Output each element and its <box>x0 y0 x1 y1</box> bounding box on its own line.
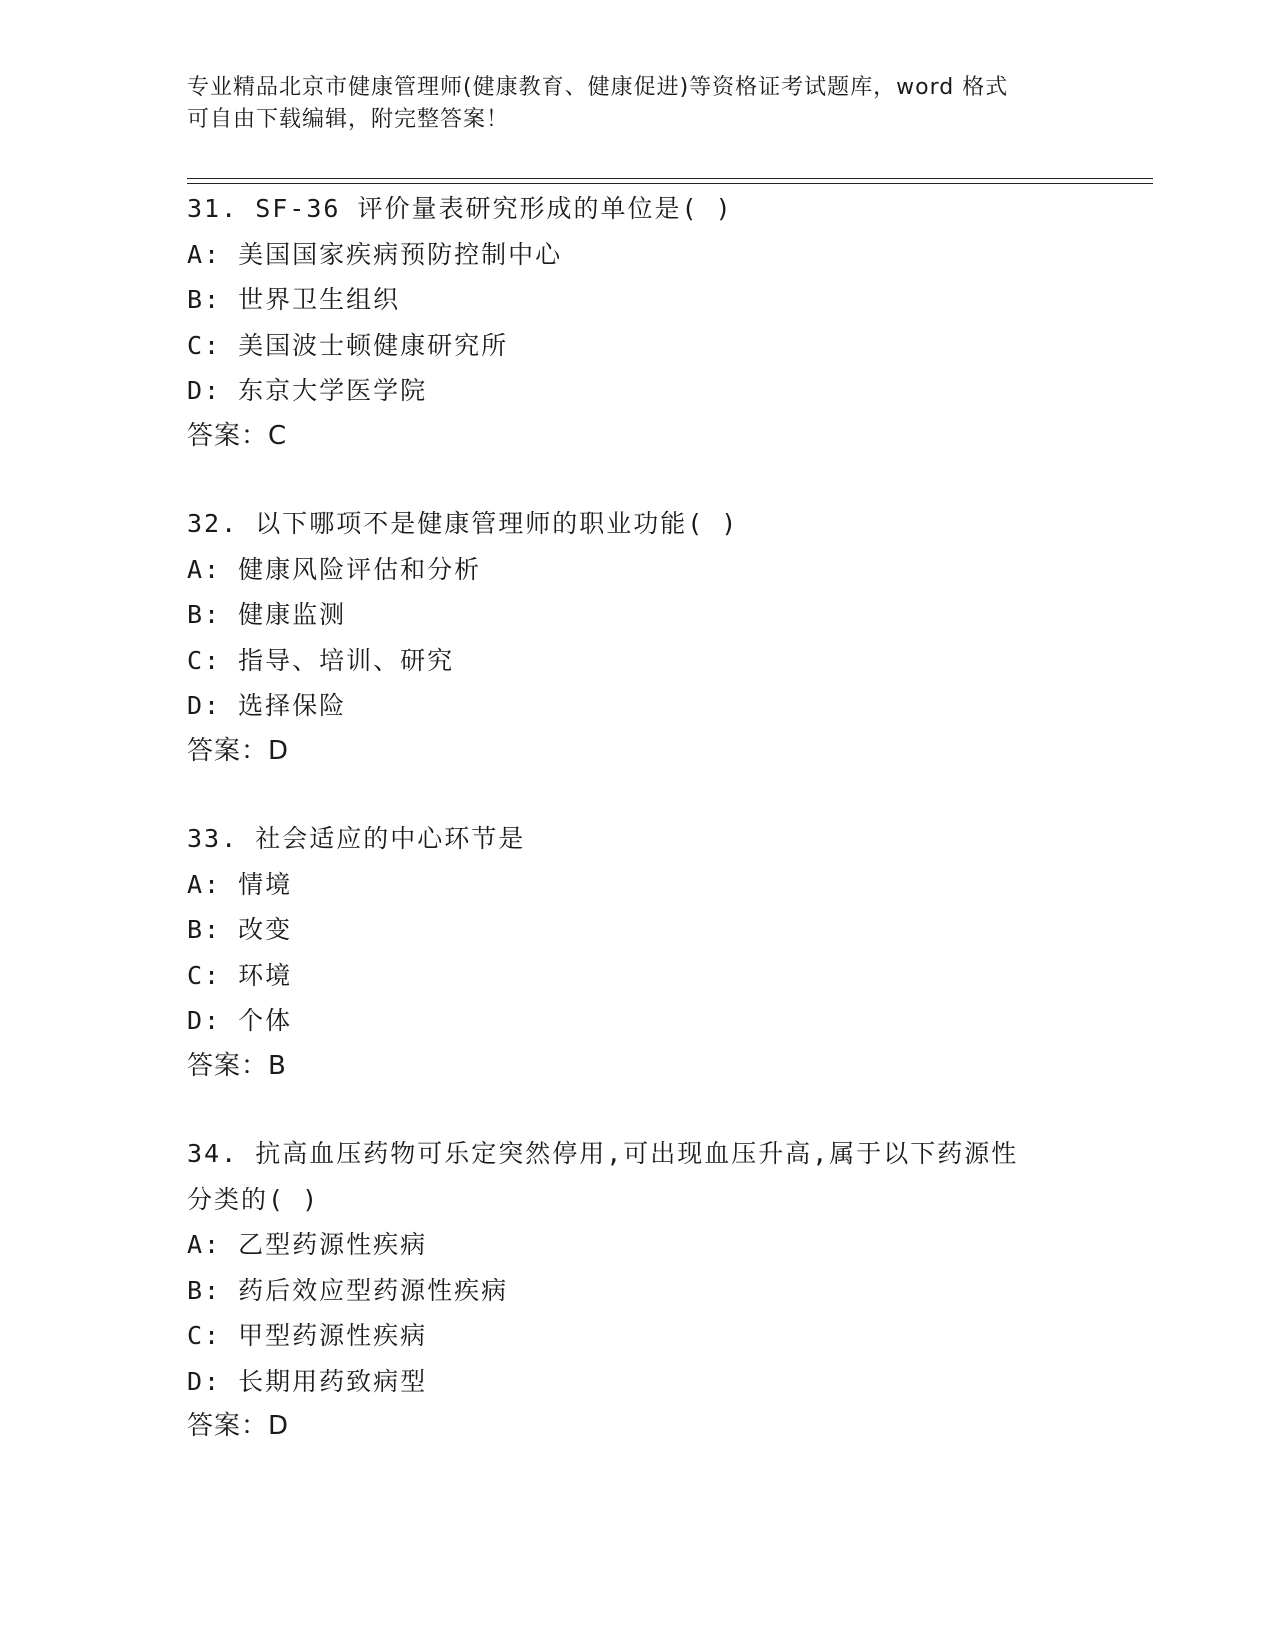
header-divider-bottom <box>187 183 1153 184</box>
option-d: D: 长期用药致病型 <box>187 1366 428 1396</box>
question-33 <box>187 816 1087 1089</box>
header-line-2: 可自由下载编辑，附完整答案！ <box>187 107 510 132</box>
question-stem: 32. 以下哪项不是健康管理师的职业功能( ) <box>187 509 739 538</box>
option-d: D: 东京大学医学院 <box>187 376 428 405</box>
question-32 <box>187 501 1087 774</box>
document-header <box>187 72 1067 136</box>
option-d: D: 选择保险 <box>187 691 347 720</box>
question-stem: 34. 抗高血压药物可乐定突然停用,可出现血压升高,属于以下药源性 <box>187 1139 1019 1168</box>
header-divider-top <box>187 178 1153 179</box>
option-b: B: 改变 <box>187 915 293 944</box>
option-a: A: 情境 <box>187 869 293 899</box>
question-stem: 31. SF-36 评价量表研究形成的单位是( ) <box>187 194 733 223</box>
option-a: A: 健康风险评估和分析 <box>187 554 482 584</box>
option-d: D: 个体 <box>187 1006 293 1035</box>
answer-line: 答案：D <box>187 735 290 766</box>
answer-line: 答案：D <box>187 1411 290 1441</box>
question-stem-continued: 分类的( ) <box>187 1184 320 1214</box>
option-b: B: 健康监测 <box>187 600 347 629</box>
option-b: B: 药后效应型药源性疾病 <box>187 1275 509 1305</box>
header-line-1: 专业精品北京市健康管理师(健康教育、健康促进)等资格证考试题库，word 格式 <box>187 75 1009 100</box>
option-c: C: 环境 <box>187 960 293 990</box>
answer-line: 答案：B <box>187 1050 287 1081</box>
question-31 <box>187 186 1087 459</box>
question-stem: 33. 社会适应的中心环节是 <box>187 824 526 853</box>
answer-line: 答案：C <box>187 420 288 451</box>
option-c: C: 指导、培训、研究 <box>187 645 455 675</box>
option-a: A: 美国国家疾病预防控制中心 <box>187 239 563 269</box>
option-c: C: 甲型药源性疾病 <box>187 1321 428 1350</box>
option-c: C: 美国波士顿健康研究所 <box>187 330 509 360</box>
question-34 <box>187 1131 1087 1450</box>
option-a: A: 乙型药源性疾病 <box>187 1230 428 1259</box>
option-b: B: 世界卫生组织 <box>187 285 401 314</box>
